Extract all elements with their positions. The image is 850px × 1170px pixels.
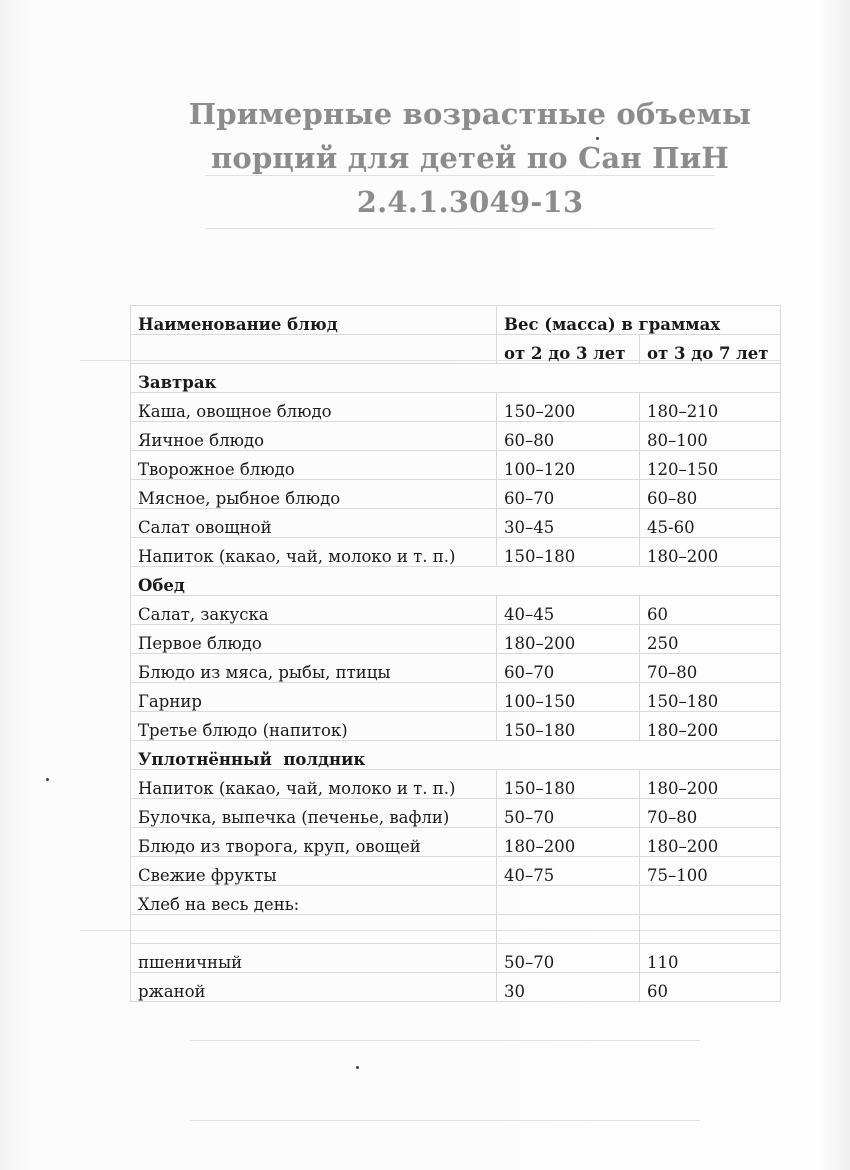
portion-2-3: 100–150 <box>497 683 640 712</box>
portion-3-7: 110 <box>640 944 781 973</box>
portion-3-7: 120–150 <box>640 451 781 480</box>
header-age-3-7: от 3 до 7 лет <box>640 335 781 364</box>
dish-name: Блюдо из мяса, рыбы, птицы <box>131 654 497 683</box>
header-age-2-3: от 2 до 3 лет <box>497 335 640 364</box>
table-row <box>131 480 781 509</box>
header-dish: Наименование блюд <box>131 306 497 335</box>
title-line-2: порций для детей по Сан ПиН <box>210 141 730 175</box>
section-row-lunch <box>131 567 781 596</box>
section-title: Уплотнённый полдник <box>131 741 781 770</box>
portion-3-7: 60–80 <box>640 480 781 509</box>
header-empty-cell <box>131 335 497 364</box>
dish-name: Гарнир <box>131 683 497 712</box>
table-row <box>131 393 781 422</box>
portion-2-3: 150–180 <box>497 538 640 567</box>
portion-3-7: 70–80 <box>640 799 781 828</box>
empty-cell <box>640 915 781 944</box>
table-row <box>131 509 781 538</box>
title-line-1: Примерные возрастные объемы <box>188 97 752 131</box>
dish-name: Мясное, рыбное блюдо <box>131 480 497 509</box>
bread-name: ржаной <box>131 973 497 1002</box>
dish-name: Первое блюдо <box>131 625 497 654</box>
table-row <box>131 828 781 857</box>
portion-3-7: 45-60 <box>640 509 781 538</box>
dish-name: Каша, овощное блюдо <box>131 393 497 422</box>
dish-name: Салат овощной <box>131 509 497 538</box>
table-row <box>131 712 781 741</box>
portion-3-7: 60 <box>640 973 781 1002</box>
portion-3-7: 60 <box>640 596 781 625</box>
table-row <box>131 422 781 451</box>
bleed-through-line <box>205 228 715 229</box>
empty-cell <box>497 915 640 944</box>
portion-3-7: 70–80 <box>640 654 781 683</box>
section-row-breakfast <box>131 364 781 393</box>
bread-title: Хлеб на весь день: <box>131 886 497 915</box>
section-title: Обед <box>131 567 781 596</box>
scan-speck <box>46 778 49 781</box>
scan-speck <box>356 1066 359 1069</box>
dish-name: Яичное блюдо <box>131 422 497 451</box>
portion-3-7: 180–200 <box>640 538 781 567</box>
empty-cell <box>131 915 497 944</box>
portion-2-3: 40–45 <box>497 596 640 625</box>
portion-2-3: 150–180 <box>497 712 640 741</box>
bleed-through-line <box>190 1040 700 1041</box>
empty-cell <box>640 886 781 915</box>
table-row <box>131 944 781 973</box>
section-title: Завтрак <box>131 364 781 393</box>
portion-2-3: 180–200 <box>497 625 640 654</box>
table-row <box>131 770 781 799</box>
section-row-afternoon-snack <box>131 741 781 770</box>
title-line-3: 2.4.1.3049-13 <box>356 185 584 219</box>
portion-3-7: 80–100 <box>640 422 781 451</box>
portion-3-7: 150–180 <box>640 683 781 712</box>
table-row <box>131 538 781 567</box>
portion-table <box>130 305 781 1002</box>
portion-2-3: 150–200 <box>497 393 640 422</box>
portion-2-3: 30–45 <box>497 509 640 538</box>
table-row <box>131 857 781 886</box>
table-row <box>131 799 781 828</box>
empty-cell <box>497 886 640 915</box>
dish-name: Свежие фрукты <box>131 857 497 886</box>
portion-2-3: 60–80 <box>497 422 640 451</box>
portion-2-3: 100–120 <box>497 451 640 480</box>
dish-name: Напиток (какао, чай, молоко и т. п.) <box>131 770 497 799</box>
portion-3-7: 180–210 <box>640 393 781 422</box>
portion-3-7: 180–200 <box>640 712 781 741</box>
portion-2-3: 50–70 <box>497 944 640 973</box>
portion-2-3: 30 <box>497 973 640 1002</box>
dish-name: Напиток (какао, чай, молоко и т. п.) <box>131 538 497 567</box>
document-title <box>150 92 790 224</box>
dish-name: Третье блюдо (напиток) <box>131 712 497 741</box>
table-row <box>131 973 781 1002</box>
portion-2-3: 60–70 <box>497 654 640 683</box>
dish-name: Булочка, выпечка (печенье, вафли) <box>131 799 497 828</box>
table-row <box>131 654 781 683</box>
header-row <box>131 306 781 335</box>
dish-name: Блюдо из творога, круп, овощей <box>131 828 497 857</box>
portion-3-7: 75–100 <box>640 857 781 886</box>
portion-3-7: 180–200 <box>640 828 781 857</box>
portion-2-3: 50–70 <box>497 799 640 828</box>
bleed-through-line <box>190 1120 700 1121</box>
bread-name: пшеничный <box>131 944 497 973</box>
portion-2-3: 150–180 <box>497 770 640 799</box>
portion-3-7: 250 <box>640 625 781 654</box>
portion-2-3: 60–70 <box>497 480 640 509</box>
table-row <box>131 596 781 625</box>
table-row <box>131 683 781 712</box>
dish-name: Творожное блюдо <box>131 451 497 480</box>
header-age-row <box>131 335 781 364</box>
table-row <box>131 625 781 654</box>
bread-title-row <box>131 886 781 915</box>
portion-3-7: 180–200 <box>640 770 781 799</box>
dish-name: Салат, закуска <box>131 596 497 625</box>
portion-2-3: 40–75 <box>497 857 640 886</box>
table-row <box>131 451 781 480</box>
spacer-row <box>131 915 781 944</box>
header-weight: Вес (масса) в граммах <box>497 306 781 335</box>
portion-2-3: 180–200 <box>497 828 640 857</box>
